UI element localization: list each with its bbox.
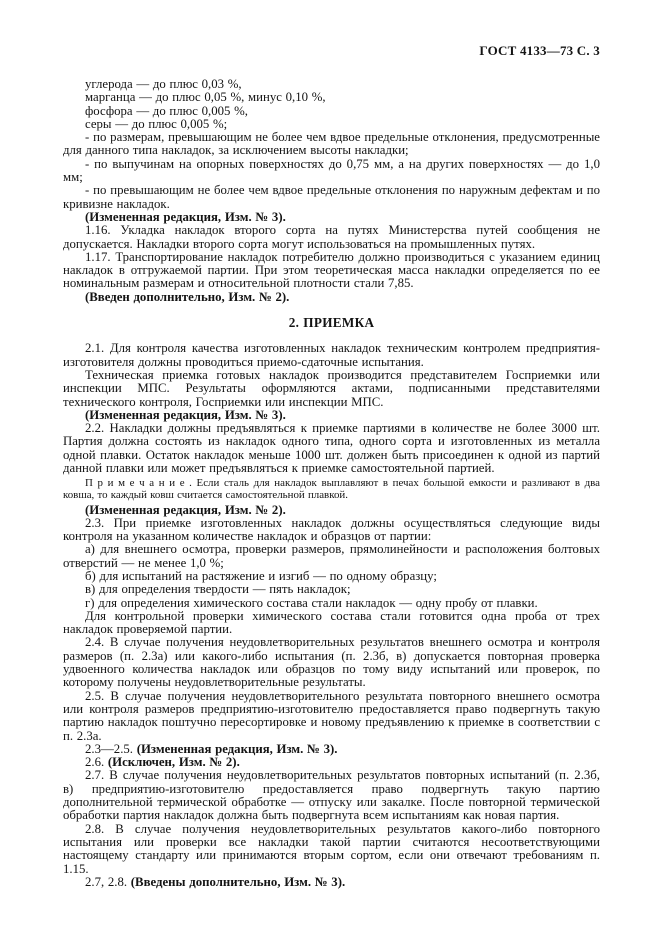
amendment-note: (Измененная редакция, Изм. № 2). (85, 502, 286, 517)
section-heading: 2. ПРИЕМКА (288, 315, 375, 331)
amendment-note: (Измененная редакция, Изм. № 3). (85, 407, 286, 422)
clause-number: 2.7, 2.8. (85, 874, 131, 889)
paragraph: б) для испытаний на растяжение и изгиб — по одному образцу; (85, 568, 437, 583)
paragraph: 1.17. Транспортирование накладок потребителю должно производиться с указанием единиц накладок в отгружаемой партии. При этом теоретическая масса накладки определяется по ее номинальным размерам и относительной плотности стали 7,85. (63, 249, 600, 291)
paragraph: 1.16. Укладка накладок второго сорта на путях Министерства путей сообщения не допускается. Накладки второго сорта могут использоваться на промышленных путях. (63, 223, 600, 251)
gost-header: ГОСТ 4133—73 С. 3 (479, 43, 600, 58)
paragraph: 2.7. В случае получения неудовлетворительных результатов повторных испытаний (п. 2.3б, в) предприятию-изготовителю предоставляется право подвергнуть такую партию дополнительной термической обработке — отпуску или закалке. После повторной термической обработки партия накладок должна быть подвергнута всем испытаниям как новая партия. (63, 768, 600, 823)
paragraph: 2.1. Для контроля качества изготовленных накладок техническим контролем предприятия-изготовителя должны проводиться приемо-сдаточные испытания. (63, 341, 600, 369)
clause-number: 2.3—2.5. (85, 741, 137, 756)
paragraph (63, 743, 600, 756)
paragraph: Техническая приемка готовых накладок производится представителем Госприемки или инспекции МПС. Результаты оформляются актами, подписанными представителями технического контроля, Госприемки или инспекции МПС. (63, 367, 600, 409)
amendment-note: (Измененная редакция, Изм. № 3). (85, 209, 286, 224)
paragraph: серы — до плюс 0,005 %; (85, 116, 228, 131)
paragraph: 2.4. В случае получения неудовлетворительных результатов внешнего осмотра и контроля размеров (п. 2.3а) или какого-либо испытания (п. 2.3б, в) допускается повторная проверка удвоенного количества накладок или образцов по тому виду испытаний или проверок, по которому получены неудовлетворительные результаты. (63, 635, 600, 690)
paragraph: а) для внешнего осмотра, проверки размеров, прямолинейности и расположения болтовых отверстий — не менее 1,0 %; (63, 542, 600, 570)
amendment-note: (Исключен, Изм. № 2). (107, 755, 240, 770)
paragraph: - по размерам, превышающим не более чем вдвое предельные отклонения, предусмотренные для данного типа накладок, за исключением высоты накладки; (63, 130, 600, 158)
paragraph (63, 876, 600, 889)
paragraph: углерода — до плюс 0,03 %, (85, 77, 242, 91)
paragraph (63, 756, 600, 769)
paragraph: 2.3. При приемке изготовленных накладок должны осуществляться следующие виды контроля на указанном количестве накладок и образцов от партии: (63, 515, 600, 544)
paragraph: 2.2. Накладки должны предъявляться к приемке партиями в количестве не более 3000 шт. Партия должна состоять из накладок одного типа, одного сорта и изготовленных из металла одной плавки. Остаток накладок меньше 1000 шт. должен быть присоединен к одной из партий данной плавки или может предъявляться к приемке самостоятельной партией. (63, 421, 600, 476)
paragraph: 2.8. В случае получения неудовлетворительных результатов какого-либо повторного испытания или проверки все накладки такой партии считаются несоответствующими настоящему стандарту или принимаются вторым сортом, если они отвечают требованиям п. 1.15. (63, 821, 600, 876)
amendment-note: (Введены дополнительно, Изм. № 3). (130, 874, 346, 889)
amendment-note: (Измененная редакция, Изм. № 3). (136, 741, 338, 756)
paragraph: - по выпучинам на опорных поверхностях до 0,75 мм, а на других поверхностях — до 1,0 мм; (63, 156, 600, 185)
note-paragraph: П р и м е ч а н и е . Если сталь для накладок выплавляют в печах большой емкости и разливают в два ковша, то каждый ковш считается самостоятельной плавкой. (63, 477, 600, 502)
amendment-note: (Введен дополнительно, Изм. № 2). (85, 289, 290, 304)
paragraph: марганца — до плюс 0,05 %, минус 0,10 %, (85, 90, 326, 105)
paragraph: в) для определения твердости — пять накладок; (85, 582, 351, 597)
document-body (63, 78, 600, 889)
paragraph: Для контрольной проверки химического состава стали готовится одна проба от трех накладок проверяемой партии. (63, 608, 600, 637)
paragraph: г) для определения химического состава стали накладок — одну пробу от плавки. (85, 595, 538, 610)
paragraph: 2.5. В случае получения неудовлетворительного результата повторного внешнего осмотра или контроля размеров предприятию-изготовителю предоставляется право подвергнуть такую партию накладок поштучно пересортировке и новому предъявлению к приемке в соответствии с п. 2.3а. (63, 688, 600, 743)
clause-number: 2.6. (85, 755, 108, 770)
paragraph: фосфора — до плюс 0,005 %, (85, 103, 248, 118)
paragraph: - по превышающим не более чем вдвое предельные отклонения по наружным дефектам и по кривизне накладок. (63, 183, 600, 211)
